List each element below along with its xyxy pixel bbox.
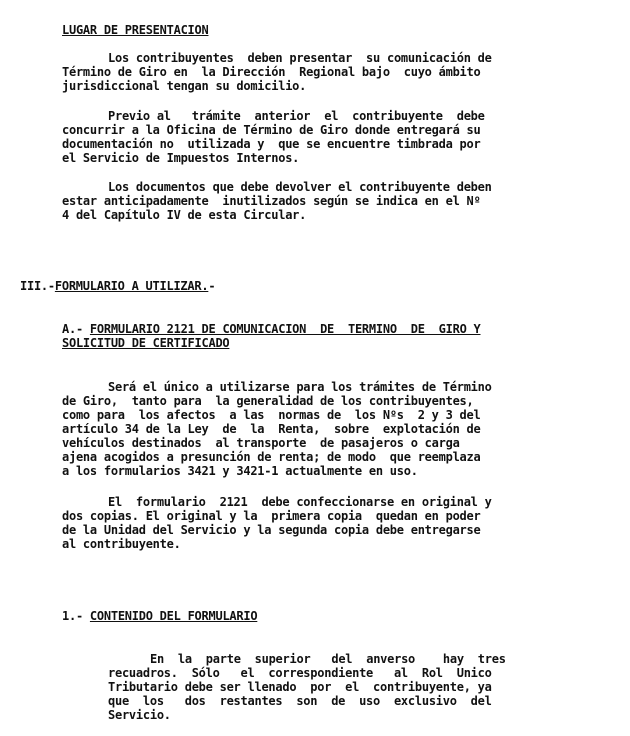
paragraph-a-2-line-3: de la Unidad del Servicio y la segunda copia debe entregarse bbox=[62, 523, 481, 537]
section-heading-lugar: LUGAR DE PRESENTACION bbox=[62, 23, 209, 37]
section-1-title: CONTENIDO DEL FORMULARIO bbox=[89, 609, 258, 623]
paragraph-a-2-line-4: al contribuyente. bbox=[62, 537, 181, 551]
paragraph-a-1-line-6: ajena acogidos a presunción de renta; de modo que reemplaza bbox=[62, 450, 481, 464]
section-iii-title: FORMULARIO A UTILIZAR. bbox=[54, 279, 209, 293]
section-a-number: A.- bbox=[62, 322, 83, 336]
section-iii-heading bbox=[20, 279, 215, 293]
paragraph-1-line-1: En la parte superior del anverso hay tres bbox=[150, 652, 506, 666]
paragraph-lugar-1-line-1: Los contribuyentes deben presentar su comunicación de bbox=[108, 51, 492, 65]
paragraph-a-2-line-2: dos copias. El original y la primera copia quedan en poder bbox=[62, 509, 481, 523]
paragraph-1-line-3: Tributario debe ser llenado por el contribuyente, ya bbox=[108, 680, 492, 694]
paragraph-lugar-2-line-2: concurrir a la Oficina de Término de Giro donde entregará su bbox=[62, 123, 481, 137]
paragraph-a-2-line-1: El formulario 2121 debe confeccionarse en original y bbox=[108, 495, 492, 509]
paragraph-lugar-3-line-1: Los documentos que debe devolver el contribuyente deben bbox=[108, 180, 492, 194]
paragraph-a-1-line-3: como para los afectos a las normas de los Nºs 2 y 3 del bbox=[62, 408, 481, 422]
section-iii-number: III.- bbox=[20, 279, 55, 293]
paragraph-lugar-2-line-3: documentación no utilizada y que se encuentre timbrada por bbox=[62, 137, 481, 151]
paragraph-a-1-line-4: artículo 34 de la Ley de la Renta, sobre explotación de bbox=[62, 422, 481, 436]
paragraph-a-1-line-5: vehículos destinados al transporte de pasajeros o carga bbox=[62, 436, 460, 450]
paragraph-lugar-2-line-4: el Servicio de Impuestos Internos. bbox=[62, 151, 300, 165]
paragraph-lugar-1-line-3: jurisdiccional tengan su domicilio. bbox=[62, 79, 307, 93]
section-a-title-1: FORMULARIO 2121 DE COMUNICACION DE TERMINO DE GIRO Y bbox=[89, 322, 481, 336]
paragraph-lugar-1-line-2: Término de Giro en la Dirección Regional bajo cuyo ámbito bbox=[62, 65, 481, 79]
paragraph-a-1-line-2: de Giro, tanto para la generalidad de los contribuyentes, bbox=[62, 394, 474, 408]
paragraph-a-1-line-1: Será el único a utilizarse para los trámites de Término bbox=[108, 380, 492, 394]
paragraph-1-line-2: recuadros. Sólo el correspondiente al Rol Unico bbox=[108, 666, 492, 680]
section-1-heading bbox=[62, 609, 257, 623]
paragraph-1-line-5: Servicio. bbox=[108, 708, 171, 722]
paragraph-1-line-4: que los dos restantes son de uso exclusivo del bbox=[108, 694, 492, 708]
section-1-number: 1.- bbox=[62, 609, 83, 623]
paragraph-a-1-line-7: a los formularios 3421 y 3421-1 actualmente en uso. bbox=[62, 464, 418, 478]
paragraph-lugar-3-line-2: estar anticipadamente inutilizados según se indica en el Nº bbox=[62, 194, 481, 208]
section-a-heading-line-1 bbox=[62, 322, 481, 336]
paragraph-lugar-3-line-3: 4 del Capítulo IV de esta Circular. bbox=[62, 208, 307, 222]
section-a-heading-line-2: SOLICITUD DE CERTIFICADO bbox=[62, 336, 230, 350]
paragraph-lugar-2-line-1: Previo al trámite anterior el contribuyente debe bbox=[108, 109, 485, 123]
section-iii-suffix: - bbox=[208, 279, 216, 293]
